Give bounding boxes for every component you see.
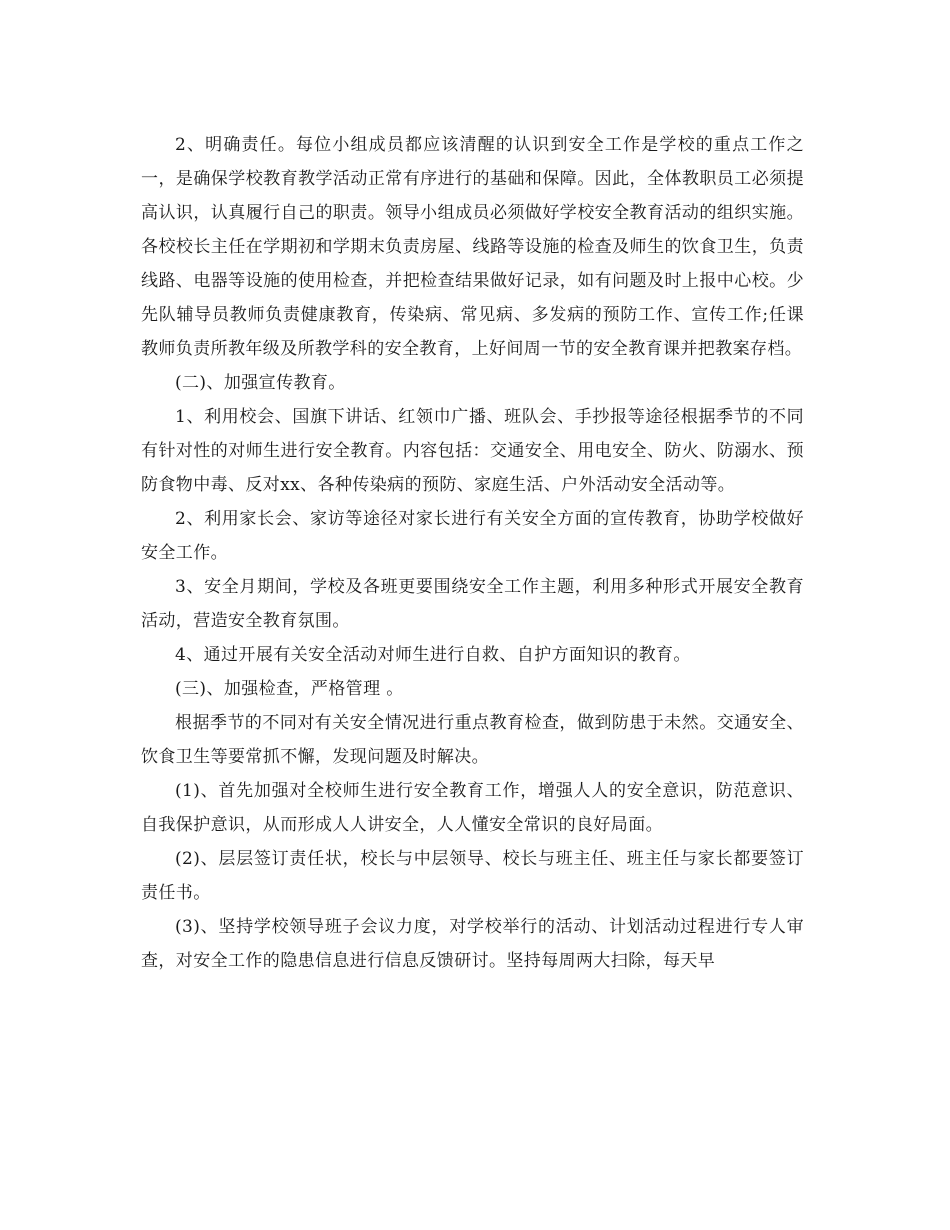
heading-inspection-management: (三)、加强检查，严格管理 。	[175, 679, 404, 699]
paragraph-publicity-2: 2、利用家长会、家访等途径对家长进行有关安全方面的宣传教育，协助学校做好安全工作。	[141, 509, 804, 563]
paragraph-publicity-4: 4、通过开展有关安全活动对师生进行自救、自护方面知识的教育。	[175, 645, 691, 665]
document-body	[141, 128, 804, 978]
paragraph-item-2: (2)、层层签订责任状，校长与中层领导、校长与班主任、班主任与家长都要签订责任书。	[141, 849, 804, 903]
paragraph-publicity-1: 1、利用校会、国旗下讲话、红领巾广播、班队会、手抄报等途径根据季节的不同有针对性的对师生进行安全教育。内容包括：交通安全、用电安全、防火、防溺水、预防食物中毒、反对xx、各种传染病的预防、家庭生活、户外活动安全活动等。	[141, 407, 804, 495]
paragraph-seasonal-inspection: 根据季节的不同对有关安全情况进行重点教育检查，做到防患于未然。交通安全、饮食卫生等要常抓不懈，发现问题及时解决。	[141, 713, 804, 767]
paragraph-responsibility: 2、明确责任。每位小组成员都应该清醒的认识到安全工作是学校的重点工作之一，是确保学校教育教学活动正常有序进行的基础和保障。因此，全体教职员工必须提高认识，认真履行自己的职责。领导小组成员必须做好学校安全教育活动的组织实施。各校校长主任在学期初和学期末负责房屋、线路等设施的检查及师生的饮食卫生，负责线路、电器等设施的使用检查，并把检查结果做好记录，如有问题及时上报中心校。少先队辅导员教师负责健康教育，传染病、常见病、多发病的预防工作、宣传工作;任课教师负责所教年级及所教学科的安全教育，上好间周一节的安全教育课并把教案存档。	[141, 135, 804, 359]
heading-publicity-education: (二)、加强宣传教育。	[175, 373, 346, 393]
paragraph-item-3: (3)、坚持学校领导班子会议力度，对学校举行的活动、计划活动过程进行专人审查，对安全工作的隐患信息进行信息反馈研讨。坚持每周两大扫除，每天早	[141, 917, 804, 971]
paragraph-item-1: (1)、首先加强对全校师生进行安全教育工作，增强人人的安全意识，防范意识、自我保护意识，从而形成人人讲安全，人人懂安全常识的良好局面。	[141, 781, 804, 835]
paragraph-publicity-3: 3、安全月期间，学校及各班更要围绕安全工作主题，利用多种形式开展安全教育活动，营造安全教育氛围。	[141, 577, 804, 631]
